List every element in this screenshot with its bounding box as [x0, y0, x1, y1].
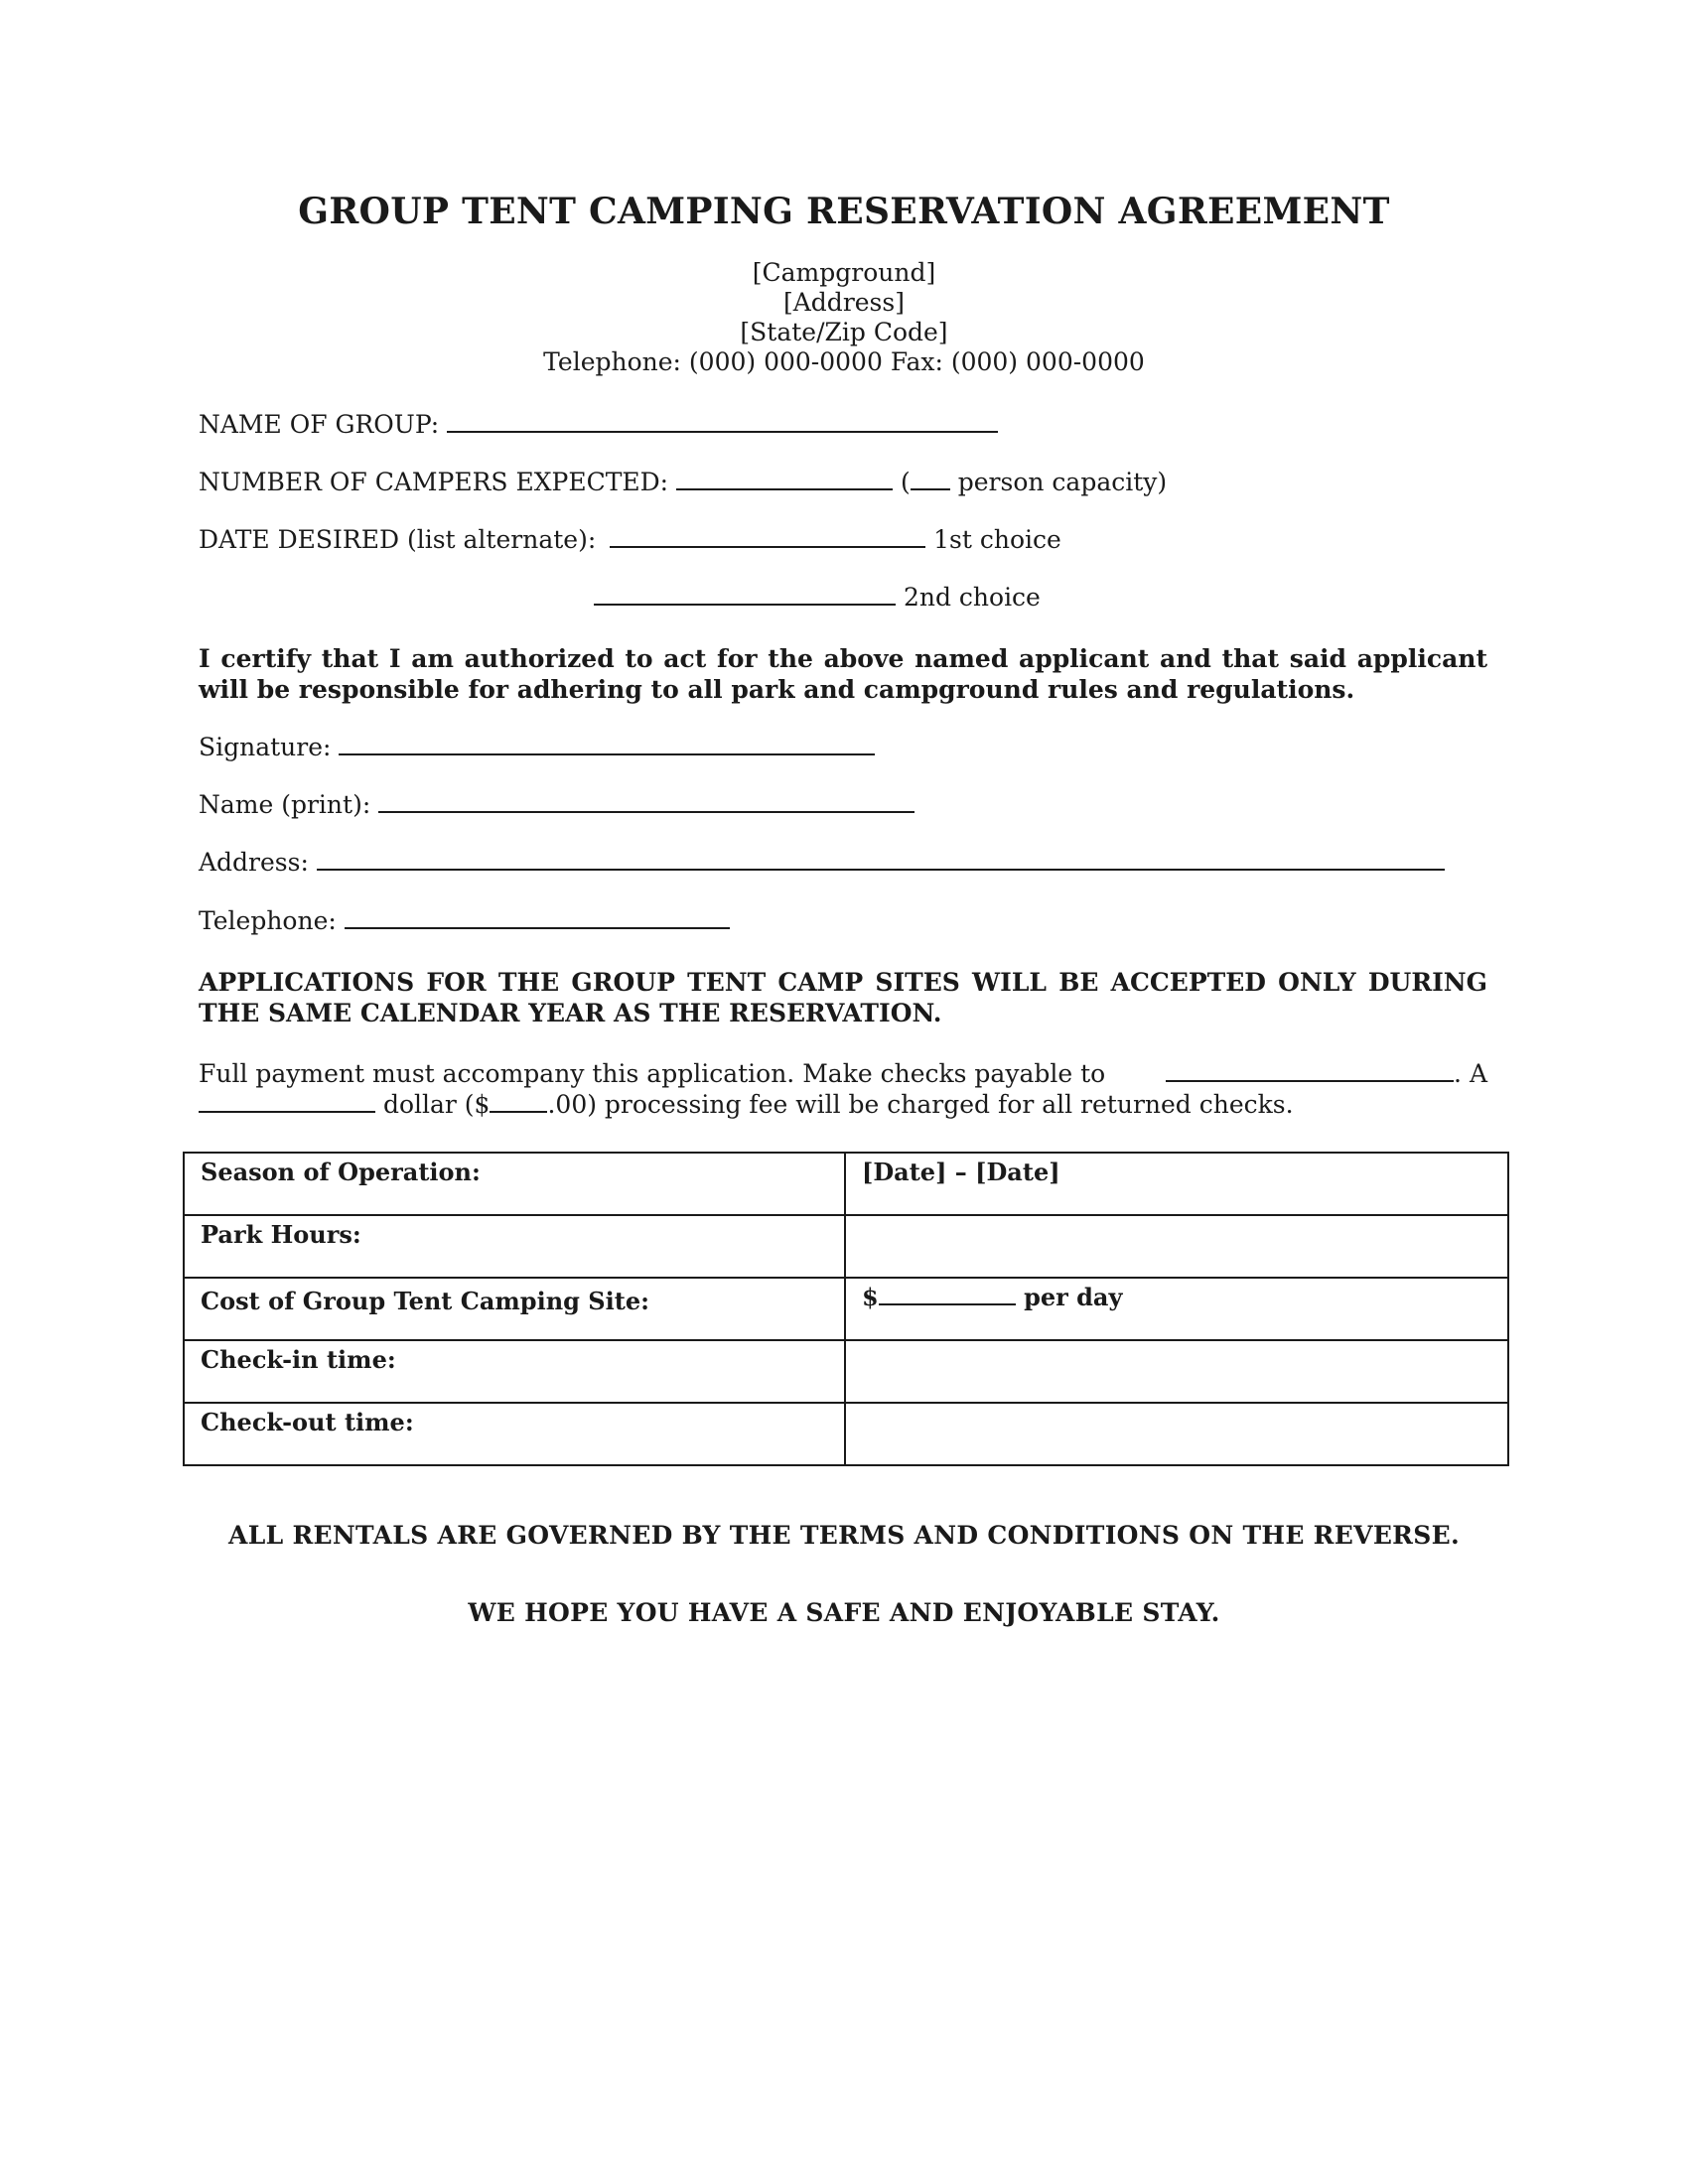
campground-contact: Telephone: (000) 000-0000 Fax: (000) 000-0000	[543, 347, 1145, 376]
document-title: GROUP TENT CAMPING RESERVATION AGREEMENT	[298, 191, 1390, 232]
address-field[interactable]	[317, 847, 1445, 871]
signature-label: Signature:	[199, 733, 332, 761]
payment-paragraph	[199, 1058, 1487, 1120]
second-choice-label: 2nd choice	[903, 583, 1041, 612]
date-desired-label: DATE DESIRED (list alternate):	[199, 525, 597, 554]
cost-value	[846, 1279, 1505, 1339]
campers-field[interactable]	[676, 467, 893, 490]
first-choice-date-field[interactable]	[610, 524, 925, 548]
second-choice-date-field[interactable]	[594, 582, 896, 606]
print-name-row	[199, 789, 914, 820]
signature-row	[199, 732, 875, 762]
table-row	[185, 1216, 1507, 1279]
group-name-row	[199, 409, 998, 440]
check-in-label: Check-in time:	[185, 1341, 846, 1402]
capacity-open-paren: (	[901, 468, 911, 496]
park-hours-value[interactable]	[846, 1216, 1505, 1277]
telephone-field[interactable]	[345, 905, 730, 929]
check-out-label: Check-out time:	[185, 1404, 846, 1464]
campground-state-zip: [State/Zip Code]	[740, 318, 948, 346]
address-row	[199, 847, 1445, 878]
payment-text-4: .00) processing fee will be charged for all returned checks.	[547, 1090, 1294, 1119]
campground-name: [Campground]	[752, 258, 936, 287]
payable-to-group	[1166, 1058, 1487, 1089]
print-name-field[interactable]	[378, 789, 914, 813]
fee-amount-field[interactable]	[490, 1089, 547, 1113]
date-desired-row	[199, 524, 1061, 555]
signature-field[interactable]	[339, 732, 875, 755]
payment-text-1: Full payment must accompany this application. Make checks payable to	[199, 1059, 1106, 1088]
capacity-field[interactable]	[911, 467, 950, 490]
group-name-field[interactable]	[447, 409, 998, 433]
table-row	[185, 1279, 1507, 1341]
certification-text: I certify that I am authorized to act for the above named applicant and that said applicant will be responsible for adhering to all park and campground rules and regulations.	[199, 644, 1487, 704]
second-choice-row	[594, 582, 1041, 613]
park-hours-label: Park Hours:	[185, 1216, 846, 1277]
table-row	[185, 1404, 1507, 1464]
check-out-value[interactable]	[846, 1404, 1505, 1464]
operations-table	[183, 1152, 1509, 1466]
payment-text-2: . A	[1454, 1059, 1487, 1088]
campers-row	[199, 467, 1167, 497]
telephone-row	[199, 905, 730, 936]
fee-words-field[interactable]	[199, 1089, 375, 1113]
capacity-label: person capacity)	[957, 468, 1168, 496]
payment-line-2	[199, 1089, 1487, 1120]
season-label: Season of Operation:	[185, 1154, 846, 1214]
terms-notice: ALL RENTALS ARE GOVERNED BY THE TERMS AND CONDITIONS ON THE REVERSE.	[228, 1521, 1460, 1550]
table-row	[185, 1341, 1507, 1404]
cost-field[interactable]	[879, 1284, 1016, 1305]
campers-label: NUMBER OF CAMPERS EXPECTED:	[199, 468, 669, 496]
telephone-label: Telephone:	[199, 906, 337, 935]
applications-notice: APPLICATIONS FOR THE GROUP TENT CAMP SITES WILL BE ACCEPTED ONLY DURING THE SAME CALENDAR YEAR AS THE RESERVATION.	[199, 968, 1487, 1027]
cost-suffix: per day	[1024, 1283, 1123, 1311]
campground-address: [Address]	[783, 288, 905, 317]
payment-text-3: dollar ($	[382, 1090, 491, 1119]
address-label: Address:	[199, 848, 309, 877]
payable-to-field[interactable]	[1166, 1058, 1454, 1082]
check-in-value[interactable]	[846, 1341, 1505, 1402]
closing-message: WE HOPE YOU HAVE A SAFE AND ENJOYABLE STAY.	[468, 1598, 1220, 1627]
print-name-label: Name (print):	[199, 790, 371, 819]
cost-label: Cost of Group Tent Camping Site:	[185, 1279, 846, 1339]
season-value: [Date] – [Date]	[862, 1158, 1060, 1186]
payment-line-1	[199, 1058, 1487, 1089]
cost-prefix: $	[862, 1283, 879, 1311]
group-name-label: NAME OF GROUP:	[199, 410, 440, 439]
table-row	[185, 1154, 1507, 1216]
first-choice-label: 1st choice	[933, 525, 1061, 554]
